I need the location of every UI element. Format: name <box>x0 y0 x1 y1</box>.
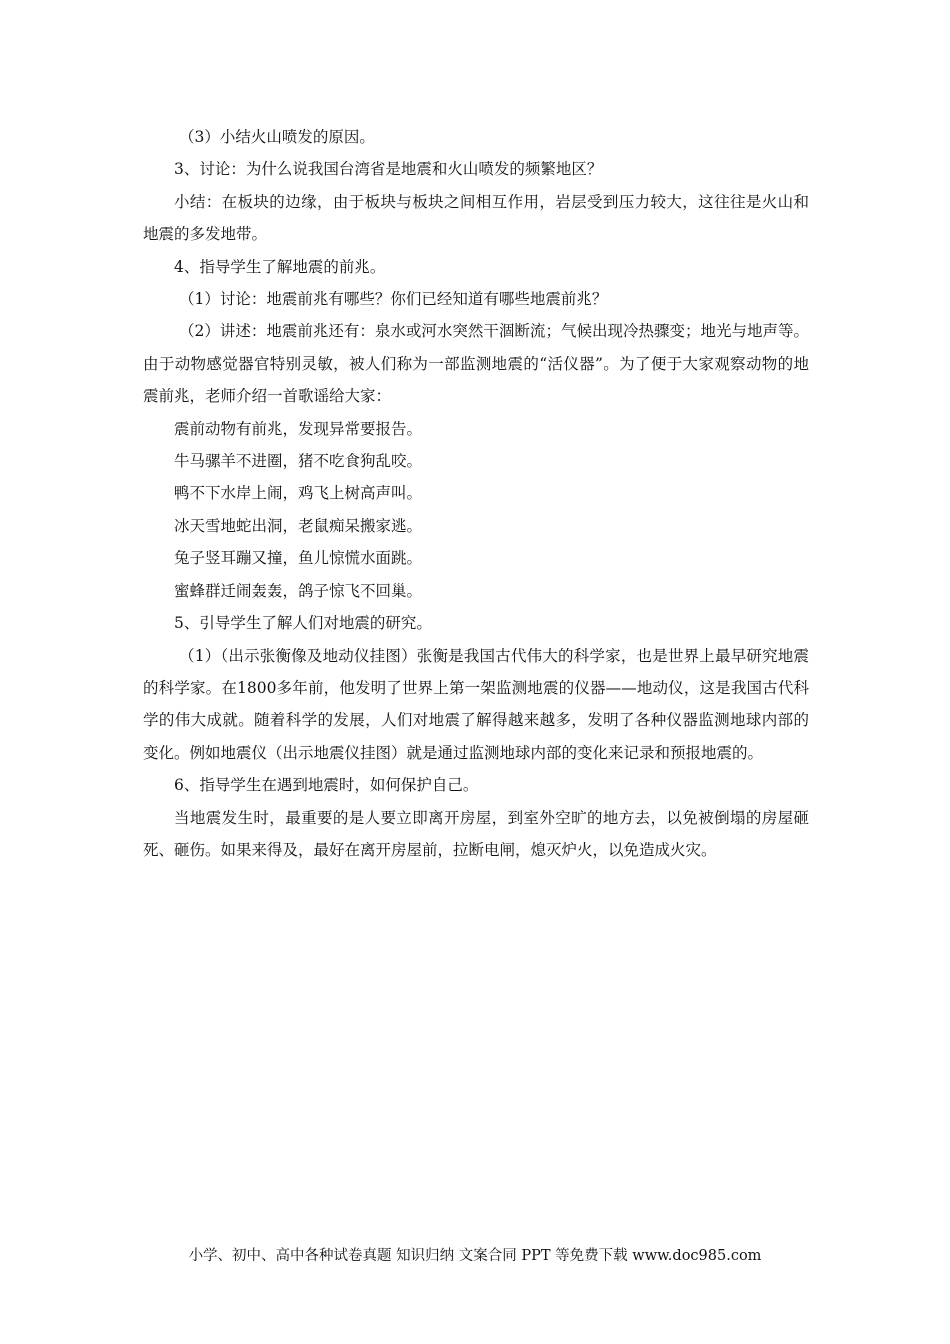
rhyme-line-6: 蜜蜂群迁闹轰轰，鸽子惊飞不回巢。 <box>174 581 423 600</box>
rhyme-line-5: 兔子竖耳蹦又撞，鱼儿惊慌水面跳。 <box>174 549 423 568</box>
paragraph-protection-heading: 6、指导学生在遇到地震时，如何保护自己。 <box>174 776 479 795</box>
paragraph-discussion-taiwan: 3、讨论：为什么说我国台湾省是地震和火山喷发的频繁地区？ <box>174 160 603 179</box>
rhyme-line-1: 震前动物有前兆，发现异常要报告。 <box>174 419 423 438</box>
paragraph-summary-volcano: （3）小结火山喷发的原因。 <box>179 128 375 146</box>
paragraph-protection-advice: 当地震发生时，最重要的是人要立即离开房屋，到室外空旷的地方去，以免被倒塌的房屋砸死、砸伤。如果来得及，最好在离开房屋前，拉断电闸，熄灭炉火，以免造成火灾。 <box>143 808 809 859</box>
paragraph-zhang-heng: （1）（出示张衡像及地动仪挂图）张衡是我国古代伟大的科学家，也是世界上最早研究地震的科学家。在1800多年前，他发明了世界上第一架监测地震的仪器——地动仪，这是我国古代科学的伟大成就。随着科学的发展，人们对地震了解得越来越多，发明了各种仪器监测地球内部的变化。例如地震仪（出示地震仪挂图）就是通过监测地球内部的变化来记录和预报地震的。 <box>143 646 809 762</box>
page-footer: 小学、初中、高中各种试卷真题 知识归纳 文案合同 PPT 等免费下载 www.doc985.com <box>188 1248 762 1264</box>
rhyme-line-3: 鸭不下水岸上闹，鸡飞上树高声叫。 <box>174 484 423 503</box>
paragraph-summary-plates: 小结：在板块的边缘，由于板块与板块之间相互作用，岩层受到压力较大，这往往是火山和地震的多发地带。 <box>143 192 809 244</box>
paragraph-precursors-lecture: （2）讲述：地震前兆还有：泉水或河水突然干涸断流；气候出现冷热骤变；地光与地声等。由于动物感觉器官特别灵敏，被人们称为一部监测地震的“活仪器”。为了便于大家观察动物的地震前兆，老师介绍一首歌谣给大家： <box>143 322 809 406</box>
paragraph-research-heading: 5、引导学生了解人们对地震的研究。 <box>174 614 432 633</box>
document-body <box>143 121 809 866</box>
rhyme-line-2: 牛马骡羊不进圈，猪不吃食狗乱咬。 <box>174 452 423 471</box>
rhyme-line-4: 冰天雪地蛇出洞，老鼠痴呆搬家逃。 <box>174 516 423 535</box>
paragraph-earthquake-precursors-heading: 4、指导学生了解地震的前兆。 <box>174 257 386 276</box>
paragraph-precursors-discussion: （1）讨论：地震前兆有哪些？你们已经知道有哪些地震前兆？ <box>179 290 608 309</box>
